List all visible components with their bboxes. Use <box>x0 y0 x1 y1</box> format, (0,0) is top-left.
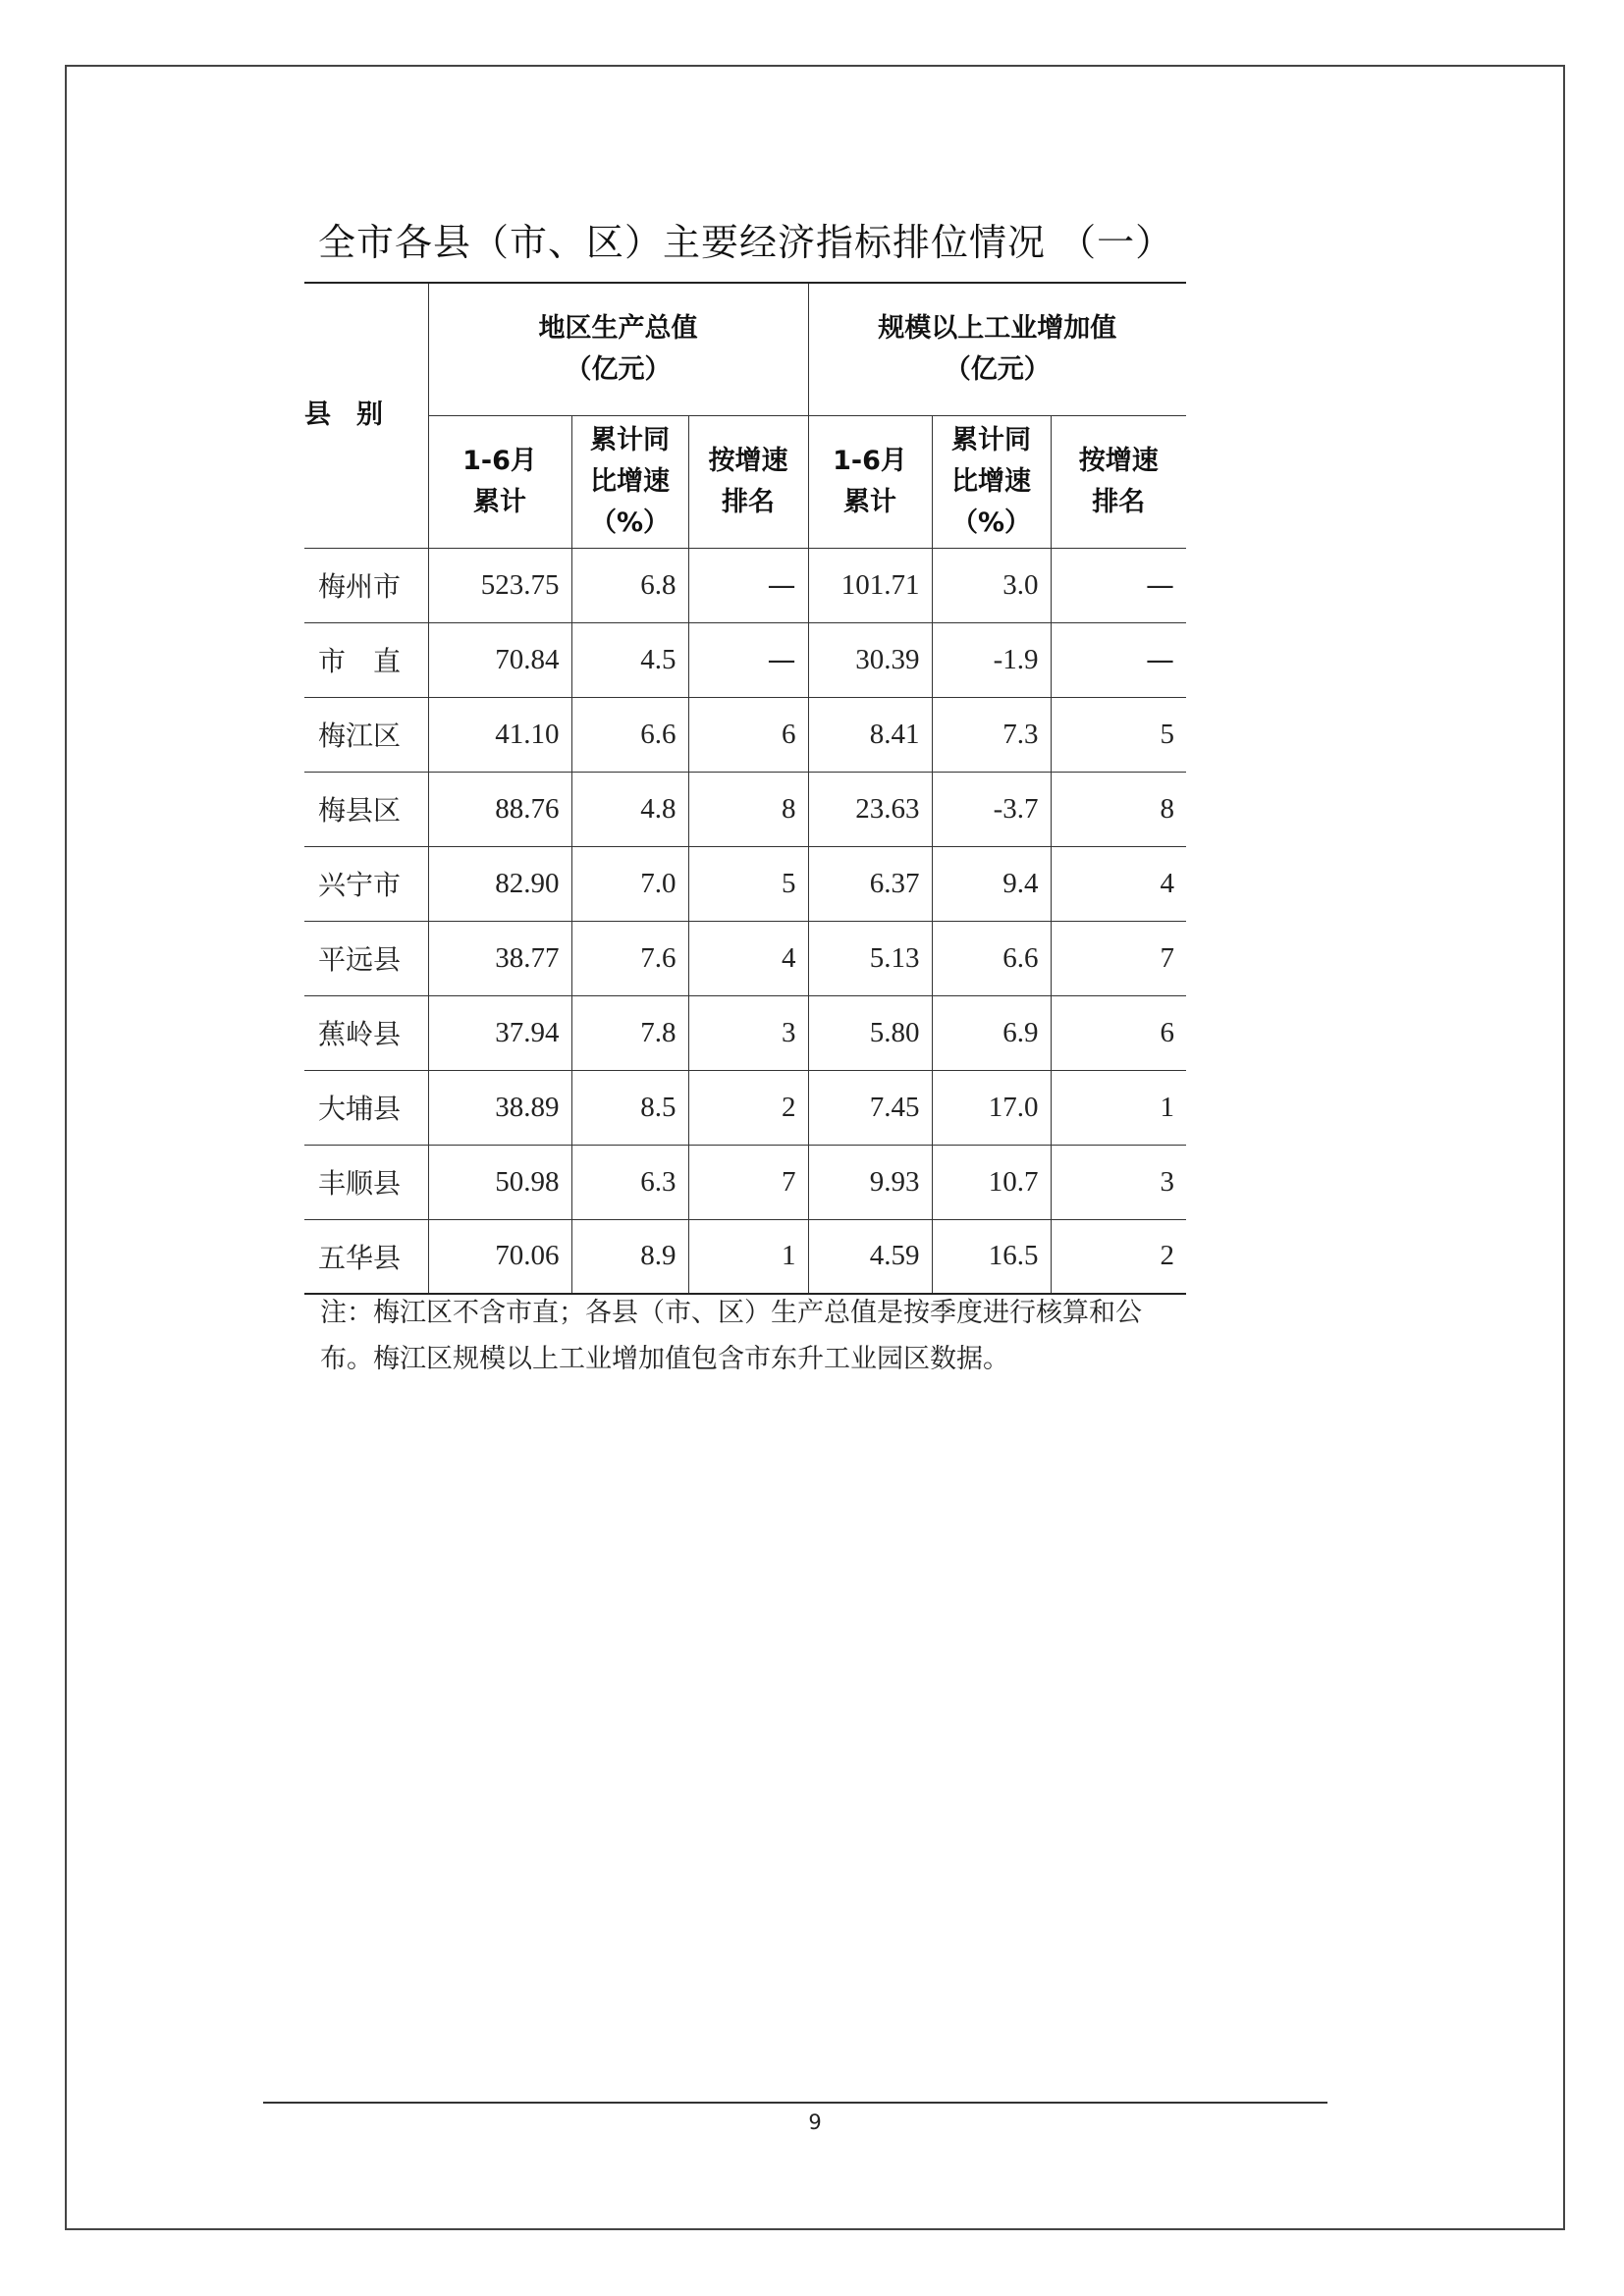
industry-growth-cell: 6.6 <box>932 921 1051 995</box>
county-name-cell: 梅州市 <box>304 548 428 622</box>
table-row <box>304 622 1186 697</box>
industry-growth-cell: 7.3 <box>932 697 1051 772</box>
industry-rank-header: 按增速 排名 <box>1051 415 1186 548</box>
gdp-total-cell: 38.77 <box>428 921 571 995</box>
page-title: 全市各县（市、区）主要经济指标排位情况 （一） <box>318 221 1174 264</box>
gdp-growth-cell: 7.0 <box>571 846 688 921</box>
industry-total-cell: 9.93 <box>808 1145 932 1219</box>
gdp-growth-cell: 7.6 <box>571 921 688 995</box>
gdp-total-cell: 82.90 <box>428 846 571 921</box>
table-footnote: 注：梅江区不含市直；各县（市、区）生产总值是按季度进行核算和公布。梅江区规模以上工业增加值包含市东升工业园区数据。 <box>320 1298 1142 1374</box>
industry-total-cell: 8.41 <box>808 697 932 772</box>
county-name-cell: 平远县 <box>304 921 428 995</box>
gdp-rank-cell: — <box>688 548 808 622</box>
county-name-cell: 梅江区 <box>304 697 428 772</box>
gdp-rank-cell: 5 <box>688 846 808 921</box>
county-name-cell: 梅县区 <box>304 772 428 846</box>
table-row <box>304 1145 1186 1219</box>
gdp-rank-header: 按增速 排名 <box>688 415 808 548</box>
gdp-growth-cell: 6.3 <box>571 1145 688 1219</box>
industry-rank-cell: 1 <box>1051 1070 1186 1145</box>
industry-total-cell: 4.59 <box>808 1219 932 1294</box>
county-name-cell: 大埔县 <box>304 1070 428 1145</box>
industry-group-header: 规模以上工业增加值 （亿元） <box>808 283 1186 415</box>
industry-total-cell: 5.80 <box>808 995 932 1070</box>
industry-growth-cell: 6.9 <box>932 995 1051 1070</box>
indicator-table <box>304 282 1186 1295</box>
gdp-growth-header: 累计同 比增速 （%） <box>571 415 688 548</box>
industry-total-header: 1-6月 累计 <box>808 415 932 548</box>
county-name-cell: 兴宁市 <box>304 846 428 921</box>
gdp-total-header: 1-6月 累计 <box>428 415 571 548</box>
gdp-rank-cell: — <box>688 622 808 697</box>
gdp-total-cell: 37.94 <box>428 995 571 1070</box>
table-row <box>304 1070 1186 1145</box>
industry-total-cell: 5.13 <box>808 921 932 995</box>
gdp-total-cell: 41.10 <box>428 697 571 772</box>
county-column-header: 县别 <box>304 283 428 548</box>
county-name-cell: 市 直 <box>304 622 428 697</box>
gdp-rank-cell: 7 <box>688 1145 808 1219</box>
industry-rank-cell: 4 <box>1051 846 1186 921</box>
gdp-rank-cell: 3 <box>688 995 808 1070</box>
industry-growth-cell: -1.9 <box>932 622 1051 697</box>
table-row <box>304 697 1186 772</box>
gdp-rank-cell: 2 <box>688 1070 808 1145</box>
footer-divider <box>263 2102 1327 2104</box>
industry-growth-cell: 16.5 <box>932 1219 1051 1294</box>
gdp-total-cell: 70.06 <box>428 1219 571 1294</box>
table-row <box>304 995 1186 1070</box>
gdp-growth-cell: 4.8 <box>571 772 688 846</box>
table-row <box>304 921 1186 995</box>
industry-growth-cell: -3.7 <box>932 772 1051 846</box>
gdp-rank-cell: 4 <box>688 921 808 995</box>
gdp-total-cell: 70.84 <box>428 622 571 697</box>
county-name-cell: 蕉岭县 <box>304 995 428 1070</box>
industry-growth-cell: 10.7 <box>932 1145 1051 1219</box>
industry-total-cell: 23.63 <box>808 772 932 846</box>
table-body <box>304 548 1186 1294</box>
gdp-growth-cell: 8.5 <box>571 1070 688 1145</box>
table-row <box>304 846 1186 921</box>
gdp-growth-cell: 4.5 <box>571 622 688 697</box>
gdp-group-header: 地区生产总值 （亿元） <box>428 283 808 415</box>
gdp-rank-cell: 6 <box>688 697 808 772</box>
gdp-growth-cell: 6.6 <box>571 697 688 772</box>
industry-rank-cell: — <box>1051 548 1186 622</box>
industry-rank-cell: 7 <box>1051 921 1186 995</box>
industry-total-cell: 6.37 <box>808 846 932 921</box>
industry-total-cell: 30.39 <box>808 622 932 697</box>
gdp-growth-cell: 7.8 <box>571 995 688 1070</box>
industry-rank-cell: 2 <box>1051 1219 1186 1294</box>
industry-total-cell: 101.71 <box>808 548 932 622</box>
table-row <box>304 1219 1186 1294</box>
industry-rank-cell: 8 <box>1051 772 1186 846</box>
table-row <box>304 548 1186 622</box>
gdp-growth-cell: 8.9 <box>571 1219 688 1294</box>
industry-rank-cell: 6 <box>1051 995 1186 1070</box>
industry-growth-header: 累计同 比增速 （%） <box>932 415 1051 548</box>
gdp-total-cell: 38.89 <box>428 1070 571 1145</box>
gdp-growth-cell: 6.8 <box>571 548 688 622</box>
gdp-total-cell: 523.75 <box>428 548 571 622</box>
gdp-rank-cell: 1 <box>688 1219 808 1294</box>
table-row <box>304 772 1186 846</box>
page-number: 9 <box>808 2110 822 2134</box>
industry-total-cell: 7.45 <box>808 1070 932 1145</box>
industry-growth-cell: 3.0 <box>932 548 1051 622</box>
gdp-rank-cell: 8 <box>688 772 808 846</box>
industry-growth-cell: 9.4 <box>932 846 1051 921</box>
county-name-cell: 五华县 <box>304 1219 428 1294</box>
industry-rank-cell: — <box>1051 622 1186 697</box>
industry-rank-cell: 3 <box>1051 1145 1186 1219</box>
county-name-cell: 丰顺县 <box>304 1145 428 1219</box>
gdp-total-cell: 50.98 <box>428 1145 571 1219</box>
industry-rank-cell: 5 <box>1051 697 1186 772</box>
gdp-total-cell: 88.76 <box>428 772 571 846</box>
industry-growth-cell: 17.0 <box>932 1070 1051 1145</box>
